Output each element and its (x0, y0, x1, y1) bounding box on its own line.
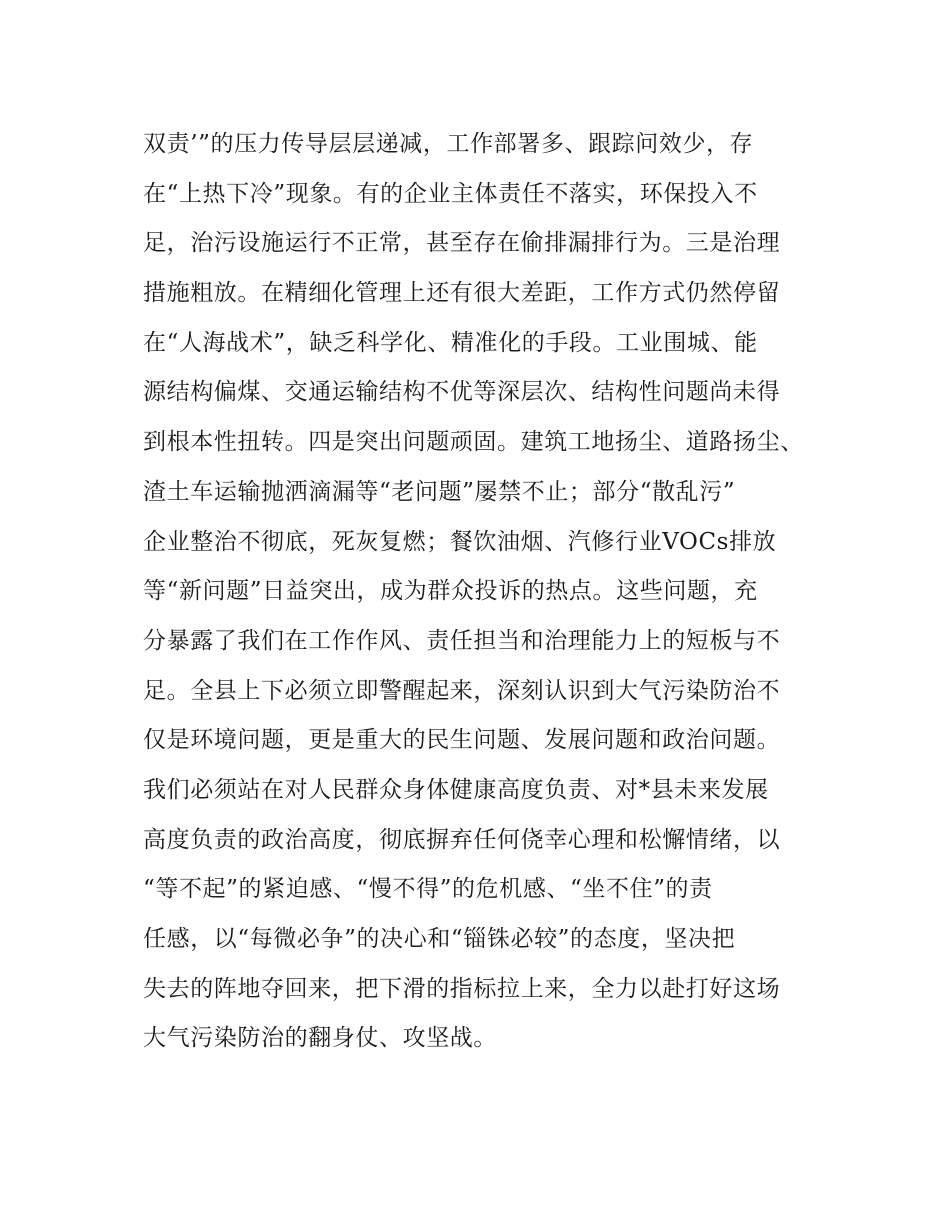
text-line: “等不起”的紧迫感、“慢不得”的危机感、“坐不住”的责 (143, 876, 713, 903)
text-line: 足，治污设施运行不正常，甚至存在偷排漏排行为。三是治理 (143, 230, 781, 257)
text-line: 我们必须站在对人民群众身体健康高度负责、对*县未来发展 (143, 776, 769, 803)
body-paragraph (143, 120, 843, 1064)
text-line: 渣土车运输抛洒滴漏等“老问题”屡禁不止；部分“散乱污” (143, 478, 736, 505)
text-line: 在“上热下冷”现象。有的企业主体责任不落实，环保投入不 (143, 180, 758, 207)
text-line: 在“人海战术”，缺乏科学化、精准化的手段。工业围城、能 (143, 329, 758, 356)
text-line: 源结构偏煤、交通运输结构不优等深层次、结构性问题尚未得 (143, 379, 781, 406)
text-line: 等“新问题”日益突出，成为群众投诉的热点。这些问题，充 (143, 578, 758, 605)
text-line: 任感，以“每微必争”的决心和“锱铢必较”的态度，坚决把 (143, 926, 736, 952)
text-line: 分暴露了我们在工作作风、责任担当和治理能力上的短板与不 (143, 627, 781, 654)
text-line: 企业整治不彻底，死灰复燃；餐饮油烟、汽修行业VOCs排放 (143, 528, 777, 555)
text-line: 仅是环境问题，更是重大的民生问题、发展问题和政治问题。 (143, 727, 781, 754)
text-line: 失去的阵地夺回来，把下滑的指标拉上来，全力以赴打好这场 (143, 975, 781, 1002)
text-line: 措施粗放。在精细化管理上还有很大差距，工作方式仍然停留 (143, 280, 781, 307)
text-line: 大气污染防治的翻身仗、攻坚战。 (143, 1025, 497, 1052)
text-line: 足。全县上下必须立即警醒起来，深刻认识到大气污染防治不 (143, 677, 781, 704)
text-line: 高度负责的政治高度，彻底摒弃任何侥幸心理和松懈情绪，以 (143, 826, 781, 853)
text-line: 双责’”的压力传导层层递减，工作部署多、跟踪问效少，存 (143, 131, 754, 157)
text-line: 到根本性扭转。四是突出问题顽固。建筑工地扬尘、道路扬尘、 (143, 429, 804, 456)
